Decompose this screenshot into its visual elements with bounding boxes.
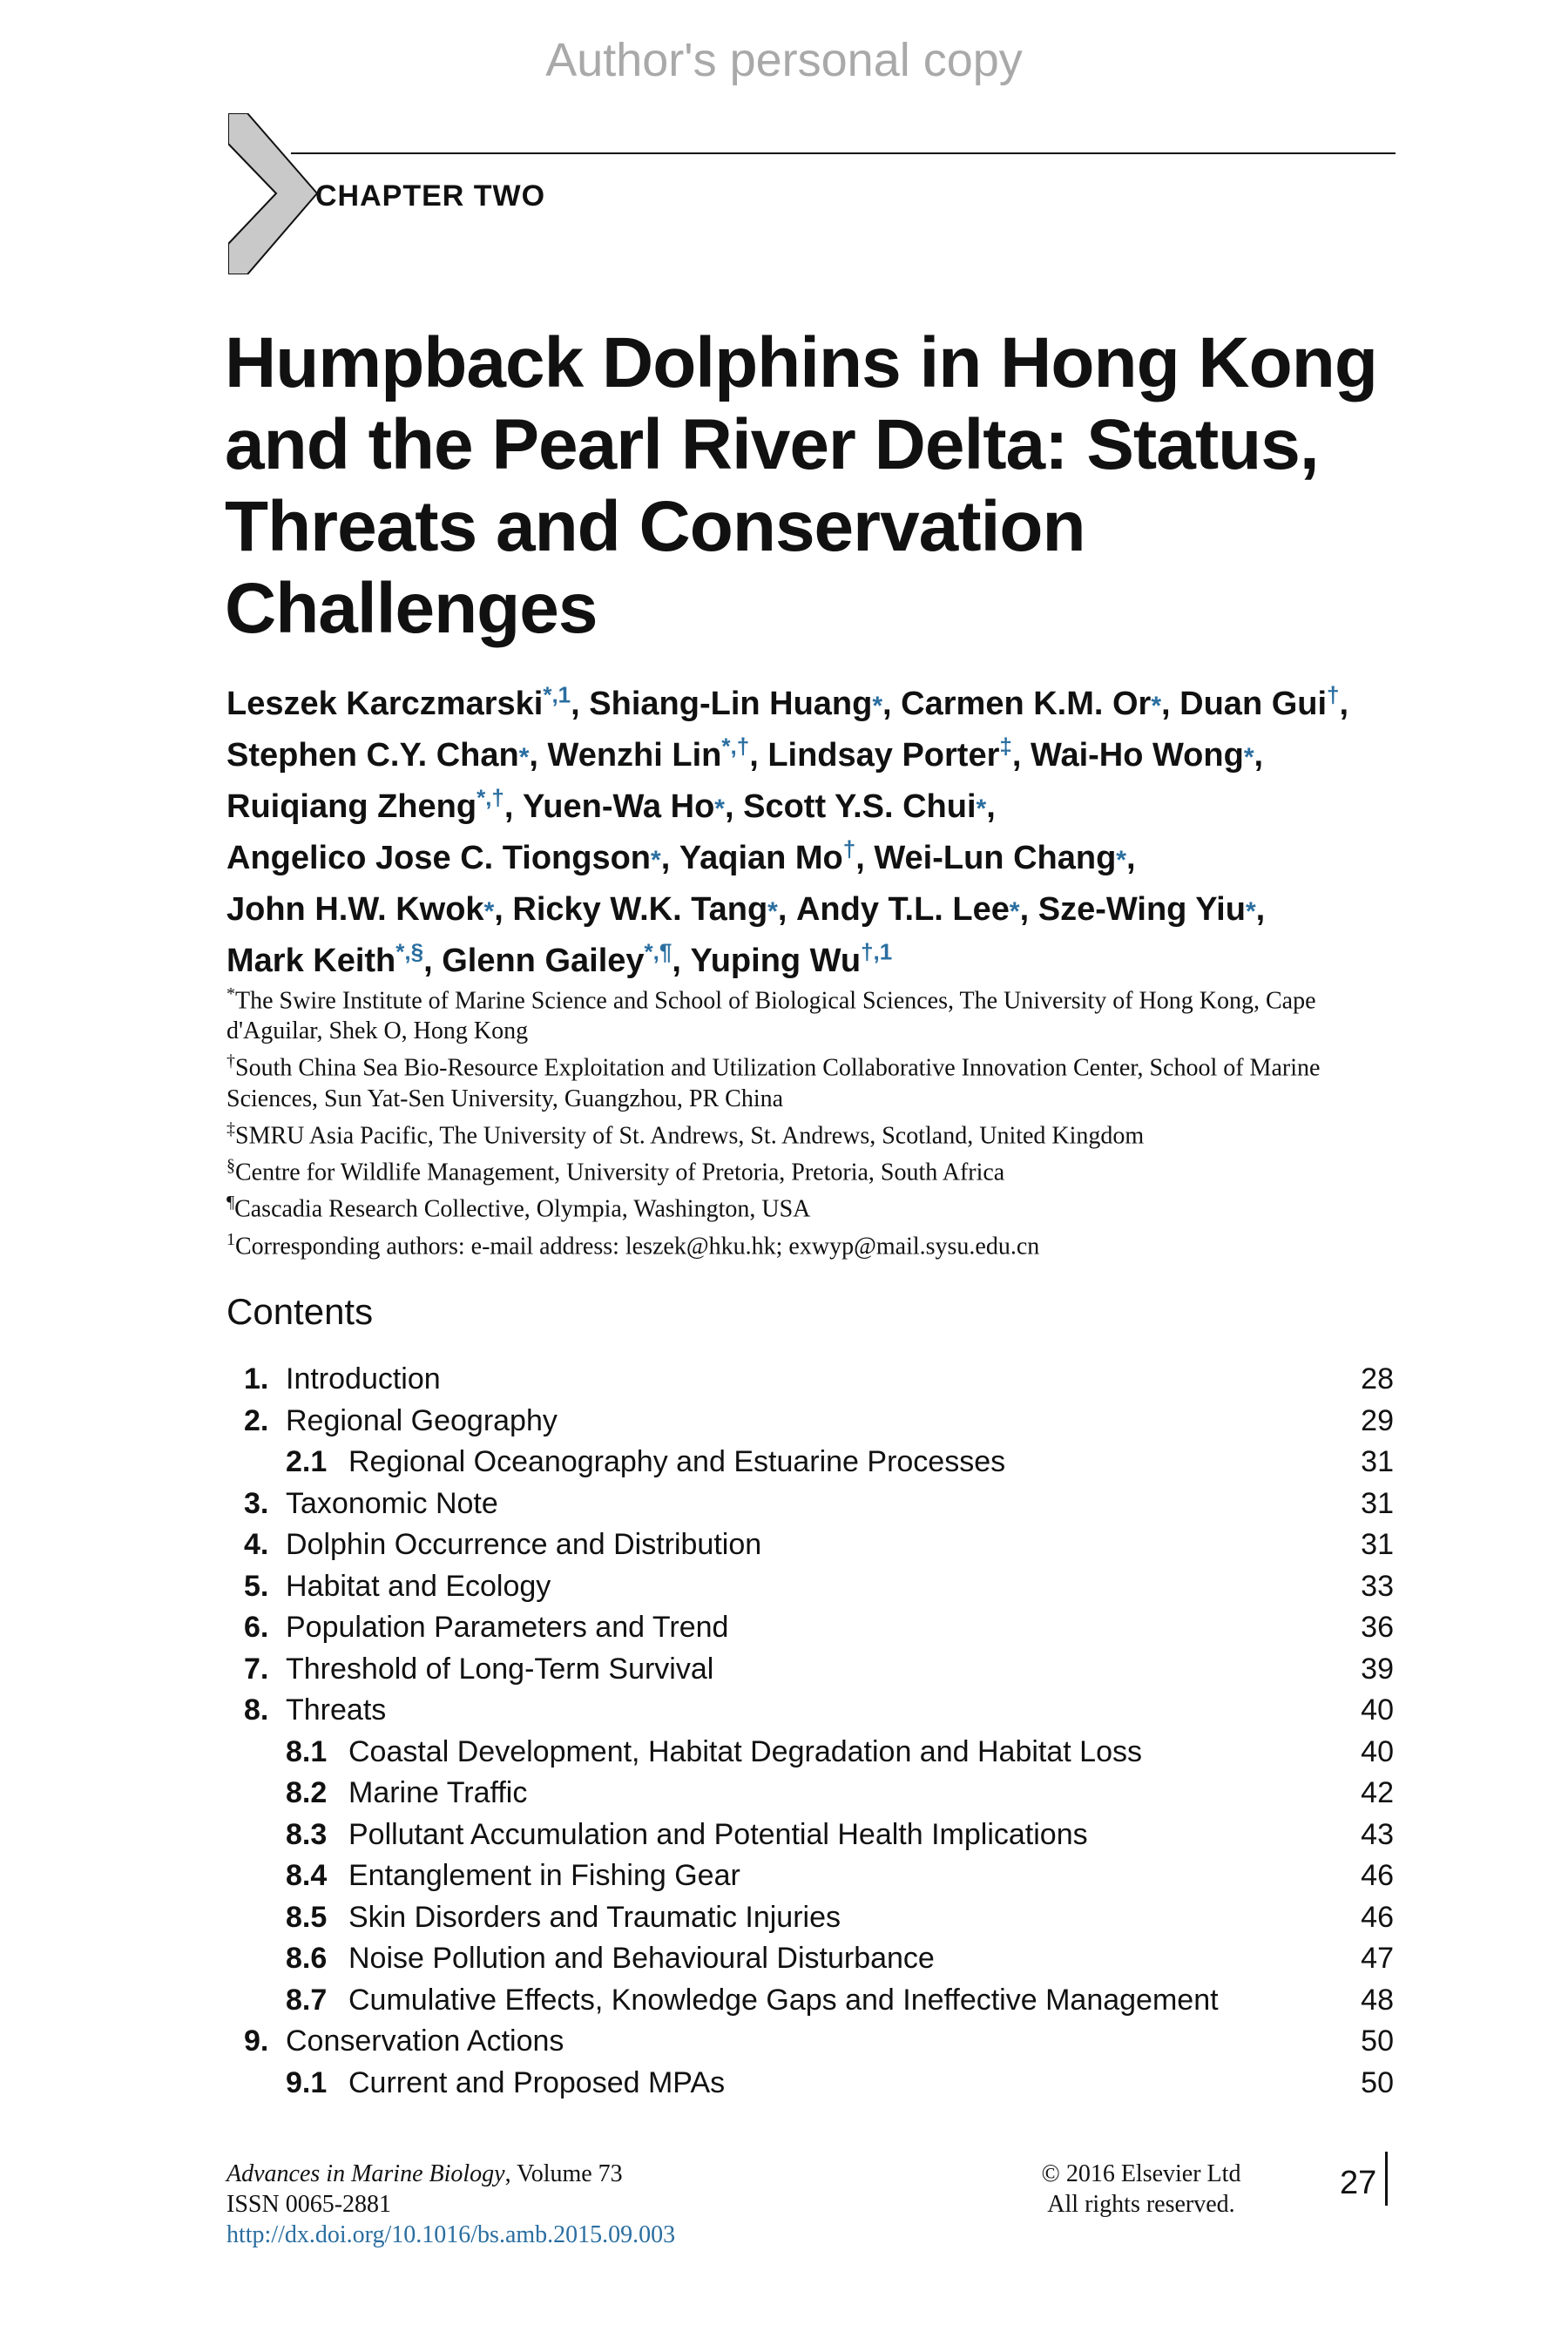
toc-number: 4. xyxy=(244,1528,269,1561)
toc-page: 46 xyxy=(1361,1859,1394,1892)
toc-page: 39 xyxy=(1361,1652,1394,1686)
author-name: Sze-Wing Yiu*, xyxy=(1037,891,1266,928)
author-name-text: Ricky W.K. Tang xyxy=(512,891,768,928)
toc-page: 33 xyxy=(1361,1569,1394,1603)
toc-number: 5. xyxy=(244,1569,269,1603)
toc-number: 2.1 xyxy=(286,1445,328,1478)
chapter-label: CHAPTER TWO xyxy=(315,179,546,213)
toc-entry[interactable] xyxy=(226,1524,1394,1566)
toc-label: Noise Pollution and Behavioural Disturbance xyxy=(348,1942,935,1975)
author-affiliation-mark: *,¶ xyxy=(644,938,672,965)
toc-number: 1. xyxy=(244,1362,269,1396)
toc-entry[interactable] xyxy=(226,1732,1394,1774)
toc-label: Dolphin Occurrence and Distribution xyxy=(286,1528,762,1561)
affiliation-mark: § xyxy=(226,1155,235,1175)
toc-entry[interactable] xyxy=(226,1938,1394,1980)
toc-entry[interactable] xyxy=(226,1401,1394,1443)
toc-label: Marine Traffic xyxy=(348,1776,528,1809)
author-affiliation-mark: * xyxy=(483,897,495,926)
journal-name: Advances in Marine Biology xyxy=(226,2160,505,2187)
author-name-text: Leszek Karczmarski xyxy=(226,686,544,722)
author-name: Wenzhi Lin*,†, xyxy=(547,733,768,774)
author-name-text: Yuping Wu xyxy=(690,943,862,979)
journal-volume: , Volume 73 xyxy=(504,2160,623,2187)
toc-number: 6. xyxy=(244,1611,269,1644)
toc-label: Skin Disorders and Traumatic Injuries xyxy=(348,1900,841,1934)
toc-label: Conservation Actions xyxy=(286,2024,564,2058)
footer-citation xyxy=(226,2159,675,2250)
toc-label: Threats xyxy=(286,1693,387,1727)
author-affiliation-mark: † xyxy=(1327,681,1340,708)
toc-entry[interactable] xyxy=(226,1442,1394,1484)
page-number: 27 xyxy=(1340,2165,1377,2201)
author-name-text: Sze-Wing Yiu xyxy=(1037,891,1246,928)
author-name-text: Andy T.L. Lee xyxy=(795,891,1010,928)
toc-label: Current and Proposed MPAs xyxy=(348,2065,726,2099)
affiliation-mark: 1 xyxy=(226,1229,235,1249)
author-name: Shiang-Lin Huang*, xyxy=(589,686,902,722)
toc-label: Pollutant Accumulation and Potential Health Implications xyxy=(348,1817,1088,1851)
author-affiliation-mark: * xyxy=(1116,846,1126,875)
author-affiliation-mark: * xyxy=(1009,897,1020,926)
author-affiliation-mark: *,§ xyxy=(395,938,424,965)
affiliation-item xyxy=(226,979,1411,1046)
author-affiliation-mark: † xyxy=(842,835,856,862)
toc-page: 48 xyxy=(1361,1983,1394,2017)
toc-page: 42 xyxy=(1361,1776,1394,1809)
chapter-title: Humpback Dolphins in Hong Kong and the Pearl River Delta: Status, Threats and Conservation Challenges xyxy=(225,323,1377,648)
toc-number: 9. xyxy=(244,2024,269,2058)
author-name: Glenn Gailey*,¶, xyxy=(442,938,691,979)
affiliation-mark: * xyxy=(226,984,235,1004)
affiliation-item xyxy=(226,1225,1411,1261)
toc-page: 50 xyxy=(1361,2024,1394,2058)
author-name-text: Stephen C.Y. Chan xyxy=(226,737,519,774)
author-name: Lindsay Porter‡, xyxy=(767,733,1031,774)
author-name: Ruiqiang Zheng*,†, xyxy=(226,784,524,825)
toc-entry[interactable] xyxy=(226,1484,1394,1525)
author-name-text: Ruiqiang Zheng xyxy=(226,788,477,825)
toc-page: 50 xyxy=(1361,2065,1394,2099)
author-list xyxy=(226,679,1411,986)
author-name: Scott Y.S. Chui*, xyxy=(743,788,996,825)
toc-label: Cumulative Effects, Knowledge Gaps and Ineffective Management xyxy=(348,1983,1219,2017)
affiliation-mark: ‡ xyxy=(226,1119,235,1139)
watermark: Author's personal copy xyxy=(545,34,1023,86)
toc-page: 43 xyxy=(1361,1817,1394,1851)
copyright: © 2016 Elsevier Ltd xyxy=(1041,2160,1241,2187)
toc-page: 28 xyxy=(1361,1362,1394,1396)
author-name-text: Mark Keith xyxy=(226,943,396,979)
affiliations xyxy=(226,979,1411,1261)
author-affiliation-mark: ‡ xyxy=(999,733,1012,760)
toc-label: Introduction xyxy=(286,1362,441,1396)
author-name: Stephen C.Y. Chan*, xyxy=(226,737,548,774)
toc-number: 8.5 xyxy=(286,1900,328,1934)
author-name: Yaqian Mo†, xyxy=(679,835,875,876)
affiliation-text: South China Sea Bio-Resource Exploitation and Utilization Collaborative Innovation Center, School of Marine Sciences, Sun Yat-Sen University, Guangzhou, PR China xyxy=(226,1054,1321,1112)
author-affiliation-mark: * xyxy=(976,794,987,823)
author-name-text: Duan Gui xyxy=(1179,686,1328,722)
author-name-text: Shiang-Lin Huang xyxy=(589,686,873,722)
author-name-text: Scott Y.S. Chui xyxy=(743,788,977,825)
toc-number: 8.2 xyxy=(286,1776,328,1809)
toc-label: Regional Oceanography and Estuarine Processes xyxy=(348,1445,1006,1478)
table-of-contents xyxy=(226,1359,1394,2104)
toc-page: 29 xyxy=(1361,1403,1394,1437)
author-affiliation-mark: †,1 xyxy=(861,938,893,965)
author-name-text: Yuen-Wa Ho xyxy=(523,788,715,825)
author-name: Wai-Ho Wong*, xyxy=(1030,737,1264,774)
toc-entry[interactable] xyxy=(226,1897,1394,1939)
toc-entry[interactable] xyxy=(226,1855,1394,1897)
affiliation-text: The Swire Institute of Marine Science and School of Biological Sciences, The University of Hong Kong, Cape d'Aguilar, Shek O, Hong Kong xyxy=(226,987,1316,1045)
author-name-text: Wei-Lun Chang xyxy=(874,840,1117,876)
toc-entry[interactable] xyxy=(226,1690,1394,1732)
toc-label: Habitat and Ecology xyxy=(286,1569,551,1603)
author-name: John H.W. Kwok*, xyxy=(226,891,513,928)
doi-link[interactable]: http://dx.doi.org/10.1016/bs.amb.2015.09.003 xyxy=(226,2221,676,2248)
author-name: Wei-Lun Chang*, xyxy=(874,840,1136,876)
author-name-text: Angelico Jose C. Tiongson xyxy=(226,840,652,876)
author-affiliation-mark: *,† xyxy=(476,784,504,811)
chapter-rule xyxy=(291,152,1396,154)
author-name: Yuen-Wa Ho*, xyxy=(523,788,744,825)
author-name-text: Glenn Gailey xyxy=(442,943,645,979)
toc-page: 31 xyxy=(1361,1528,1394,1561)
toc-label: Threshold of Long-Term Survival xyxy=(286,1652,714,1686)
affiliation-item xyxy=(226,1114,1411,1151)
author-name: Andy T.L. Lee*, xyxy=(795,891,1038,928)
affiliation-text: Cascadia Research Collective, Olympia, Washington, USA xyxy=(234,1195,811,1223)
toc-page: 36 xyxy=(1361,1611,1394,1644)
footer-copyright xyxy=(1010,2159,1272,2220)
author-affiliation-mark: * xyxy=(1243,743,1254,772)
author-affiliation-mark: * xyxy=(872,692,883,720)
toc-number: 9.1 xyxy=(286,2065,328,2099)
author-name-text: Lindsay Porter xyxy=(767,737,1000,774)
toc-entry[interactable] xyxy=(226,1649,1394,1691)
author-name-text: Yaqian Mo xyxy=(679,840,843,876)
author-name: Ricky W.K. Tang*, xyxy=(512,891,796,928)
affiliation-text: SMRU Asia Pacific, The University of St. Andrews, St. Andrews, Scotland, United Kingdom xyxy=(235,1121,1145,1149)
toc-entry[interactable] xyxy=(226,1607,1394,1649)
toc-page: 40 xyxy=(1361,1734,1394,1768)
author-name: Mark Keith*,§, xyxy=(226,938,443,979)
toc-number: 8. xyxy=(244,1693,269,1727)
author-affiliation-mark: * xyxy=(1245,897,1256,926)
author-name-text: Wenzhi Lin xyxy=(547,737,722,774)
author-affiliation-mark: *,† xyxy=(721,733,750,760)
toc-number: 7. xyxy=(244,1652,269,1686)
toc-entry[interactable] xyxy=(226,2063,1394,2105)
author-name xyxy=(690,938,893,979)
toc-number: 3. xyxy=(244,1486,269,1520)
page-number-rule xyxy=(1385,2152,1388,2206)
toc-page: 40 xyxy=(1361,1693,1394,1727)
author-name-text: Carmen K.M. Or xyxy=(901,686,1152,722)
toc-number: 8.4 xyxy=(286,1859,328,1892)
toc-page: 31 xyxy=(1361,1445,1394,1478)
toc-label: Coastal Development, Habitat Degradation and Habitat Loss xyxy=(348,1734,1142,1768)
toc-page: 31 xyxy=(1361,1486,1394,1520)
affiliation-item xyxy=(226,1187,1411,1224)
toc-page: 46 xyxy=(1361,1900,1394,1934)
toc-label: Entanglement in Fishing Gear xyxy=(348,1859,740,1892)
chapter-chevron-icon xyxy=(228,113,324,274)
toc-label: Taxonomic Note xyxy=(286,1486,498,1520)
affiliation-item xyxy=(226,1151,1411,1187)
author-name: Leszek Karczmarski$^{*,1}$, xyxy=(226,681,590,722)
toc-entry[interactable] xyxy=(226,2021,1394,2063)
affiliation-mark: † xyxy=(226,1051,235,1071)
author-affiliation-mark: * xyxy=(767,897,778,926)
contents-heading: Contents xyxy=(226,1291,374,1332)
toc-number: 8.3 xyxy=(286,1817,328,1851)
author-name-text: John H.W. Kwok xyxy=(226,891,484,928)
affiliation-text: Corresponding authors: e-mail address: leszek@hku.hk; exwyp@mail.sysu.edu.cn xyxy=(235,1232,1040,1260)
author-affiliation-mark: * xyxy=(651,846,661,875)
author-affiliation-mark: *,1 xyxy=(543,681,571,708)
author-affiliation-mark: * xyxy=(518,743,530,772)
toc-number: 8.1 xyxy=(286,1734,328,1768)
author-name: Duan Gui†, xyxy=(1179,681,1349,722)
author-affiliation-mark: * xyxy=(714,794,725,823)
author-name: Angelico Jose C. Tiongson*, xyxy=(226,840,679,876)
issn: ISSN 0065-2881 xyxy=(226,2191,392,2218)
rights: All rights reserved. xyxy=(1047,2191,1235,2218)
toc-entry[interactable] xyxy=(226,1980,1394,2022)
toc-entry[interactable] xyxy=(226,1359,1394,1401)
toc-entry[interactable] xyxy=(226,1566,1394,1608)
toc-entry[interactable] xyxy=(226,1815,1394,1856)
affiliation-item xyxy=(226,1046,1411,1113)
toc-page: 47 xyxy=(1361,1942,1394,1975)
toc-number: 8.6 xyxy=(286,1942,328,1975)
toc-label: Population Parameters and Trend xyxy=(286,1611,729,1644)
toc-entry[interactable] xyxy=(226,1773,1394,1815)
affiliation-text: Centre for Wildlife Management, University of Pretoria, Pretoria, South Africa xyxy=(235,1159,1005,1186)
affiliation-mark: ¶ xyxy=(226,1193,235,1213)
author-name-text: Wai-Ho Wong xyxy=(1030,737,1244,774)
toc-number: 8.7 xyxy=(286,1983,328,2017)
author-affiliation-mark: * xyxy=(1151,692,1162,720)
toc-label: Regional Geography xyxy=(286,1403,558,1437)
toc-number: 2. xyxy=(244,1403,269,1437)
author-name: Carmen K.M. Or*, xyxy=(901,686,1180,722)
